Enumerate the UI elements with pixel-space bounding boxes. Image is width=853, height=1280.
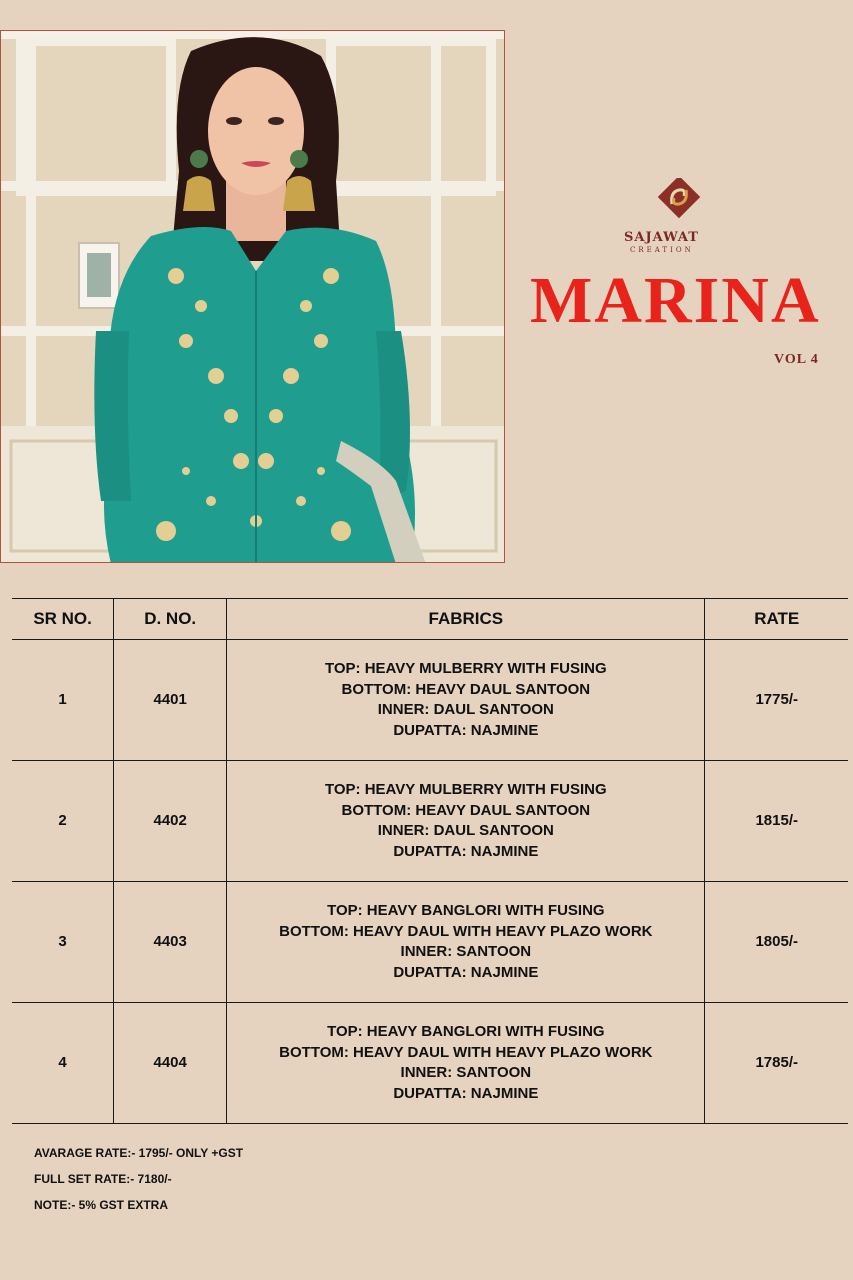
fabric-dupatta: DUPATTA: NAJMINE [393,721,539,739]
pricing-notes [34,1140,243,1218]
brand-logo [620,178,730,258]
gst-note: NOTE:- 5% GST EXTRA [34,1198,169,1212]
average-rate-note: AVARAGE RATE:- 1795/- ONLY +GST [34,1146,244,1160]
design-no-cell: 4403 [114,882,227,1003]
brand-tagline: CREATION [630,246,694,254]
fabric-dupatta: DUPATTA: NAJMINE [393,842,539,860]
sr-no-cell: 3 [12,882,114,1003]
fabric-bottom: BOTTOM: HEAVY DAUL SANTOON [341,801,591,819]
fabric-inner: INNER: SANTOON [400,943,532,960]
rate-cell: 1815/- [705,761,848,882]
catalog-title: MARINA [530,264,821,337]
fabrics-cell [227,640,705,761]
rate-cell: 1805/- [705,882,848,1003]
fabric-top: TOP: HEAVY BANGLORI WITH FUSING [327,1023,605,1040]
sr-no-cell: 4 [12,1003,114,1124]
model-illustration [1,31,505,563]
fabrics-cell [227,882,705,1003]
fabric-dupatta: DUPATTA: NAJMINE [393,963,539,981]
catalog-table [12,598,848,1124]
rate-cell: 1775/- [705,640,848,761]
table-row [12,1003,848,1124]
fabric-bottom: BOTTOM: HEAVY DAUL SANTOON [341,680,591,698]
design-no-cell: 4402 [114,761,227,882]
brand-name: SAJAWAT [624,230,699,245]
table-row [12,761,848,882]
product-photo [0,30,505,563]
rate-cell: 1785/- [705,1003,848,1124]
design-no-cell: 4404 [114,1003,227,1124]
fabric-top: TOP: HEAVY BANGLORI WITH FUSING [327,902,605,919]
design-no-cell: 4401 [114,640,227,761]
catalog-volume: VOL 4 [774,352,819,367]
fabric-top: TOP: HEAVY MULBERRY WITH FUSING [324,781,607,798]
fabric-inner: INNER: DAUL SANTOON [377,701,554,718]
header-design-no: D. NO. [114,599,227,640]
fabrics-cell [227,761,705,882]
fabric-top: TOP: HEAVY MULBERRY WITH FUSING [324,660,607,677]
table-row [12,882,848,1003]
header-fabrics: FABRICS [227,599,705,640]
brand-emblem-icon [620,178,730,233]
fabric-bottom: BOTTOM: HEAVY DAUL WITH HEAVY PLAZO WORK [279,1043,653,1061]
fabric-bottom: BOTTOM: HEAVY DAUL WITH HEAVY PLAZO WORK [279,922,653,940]
table-header-row [12,599,848,640]
fabric-inner: INNER: SANTOON [400,1064,532,1081]
fabric-inner: INNER: DAUL SANTOON [377,822,554,839]
fabric-dupatta: DUPATTA: NAJMINE [393,1084,539,1102]
table-row [12,640,848,761]
full-set-rate-note: FULL SET RATE:- 7180/- [34,1172,172,1186]
sr-no-cell: 1 [12,640,114,761]
fabrics-cell [227,1003,705,1124]
sr-no-cell: 2 [12,761,114,882]
header-sr-no: SR NO. [12,599,114,640]
header-rate: RATE [705,599,848,640]
